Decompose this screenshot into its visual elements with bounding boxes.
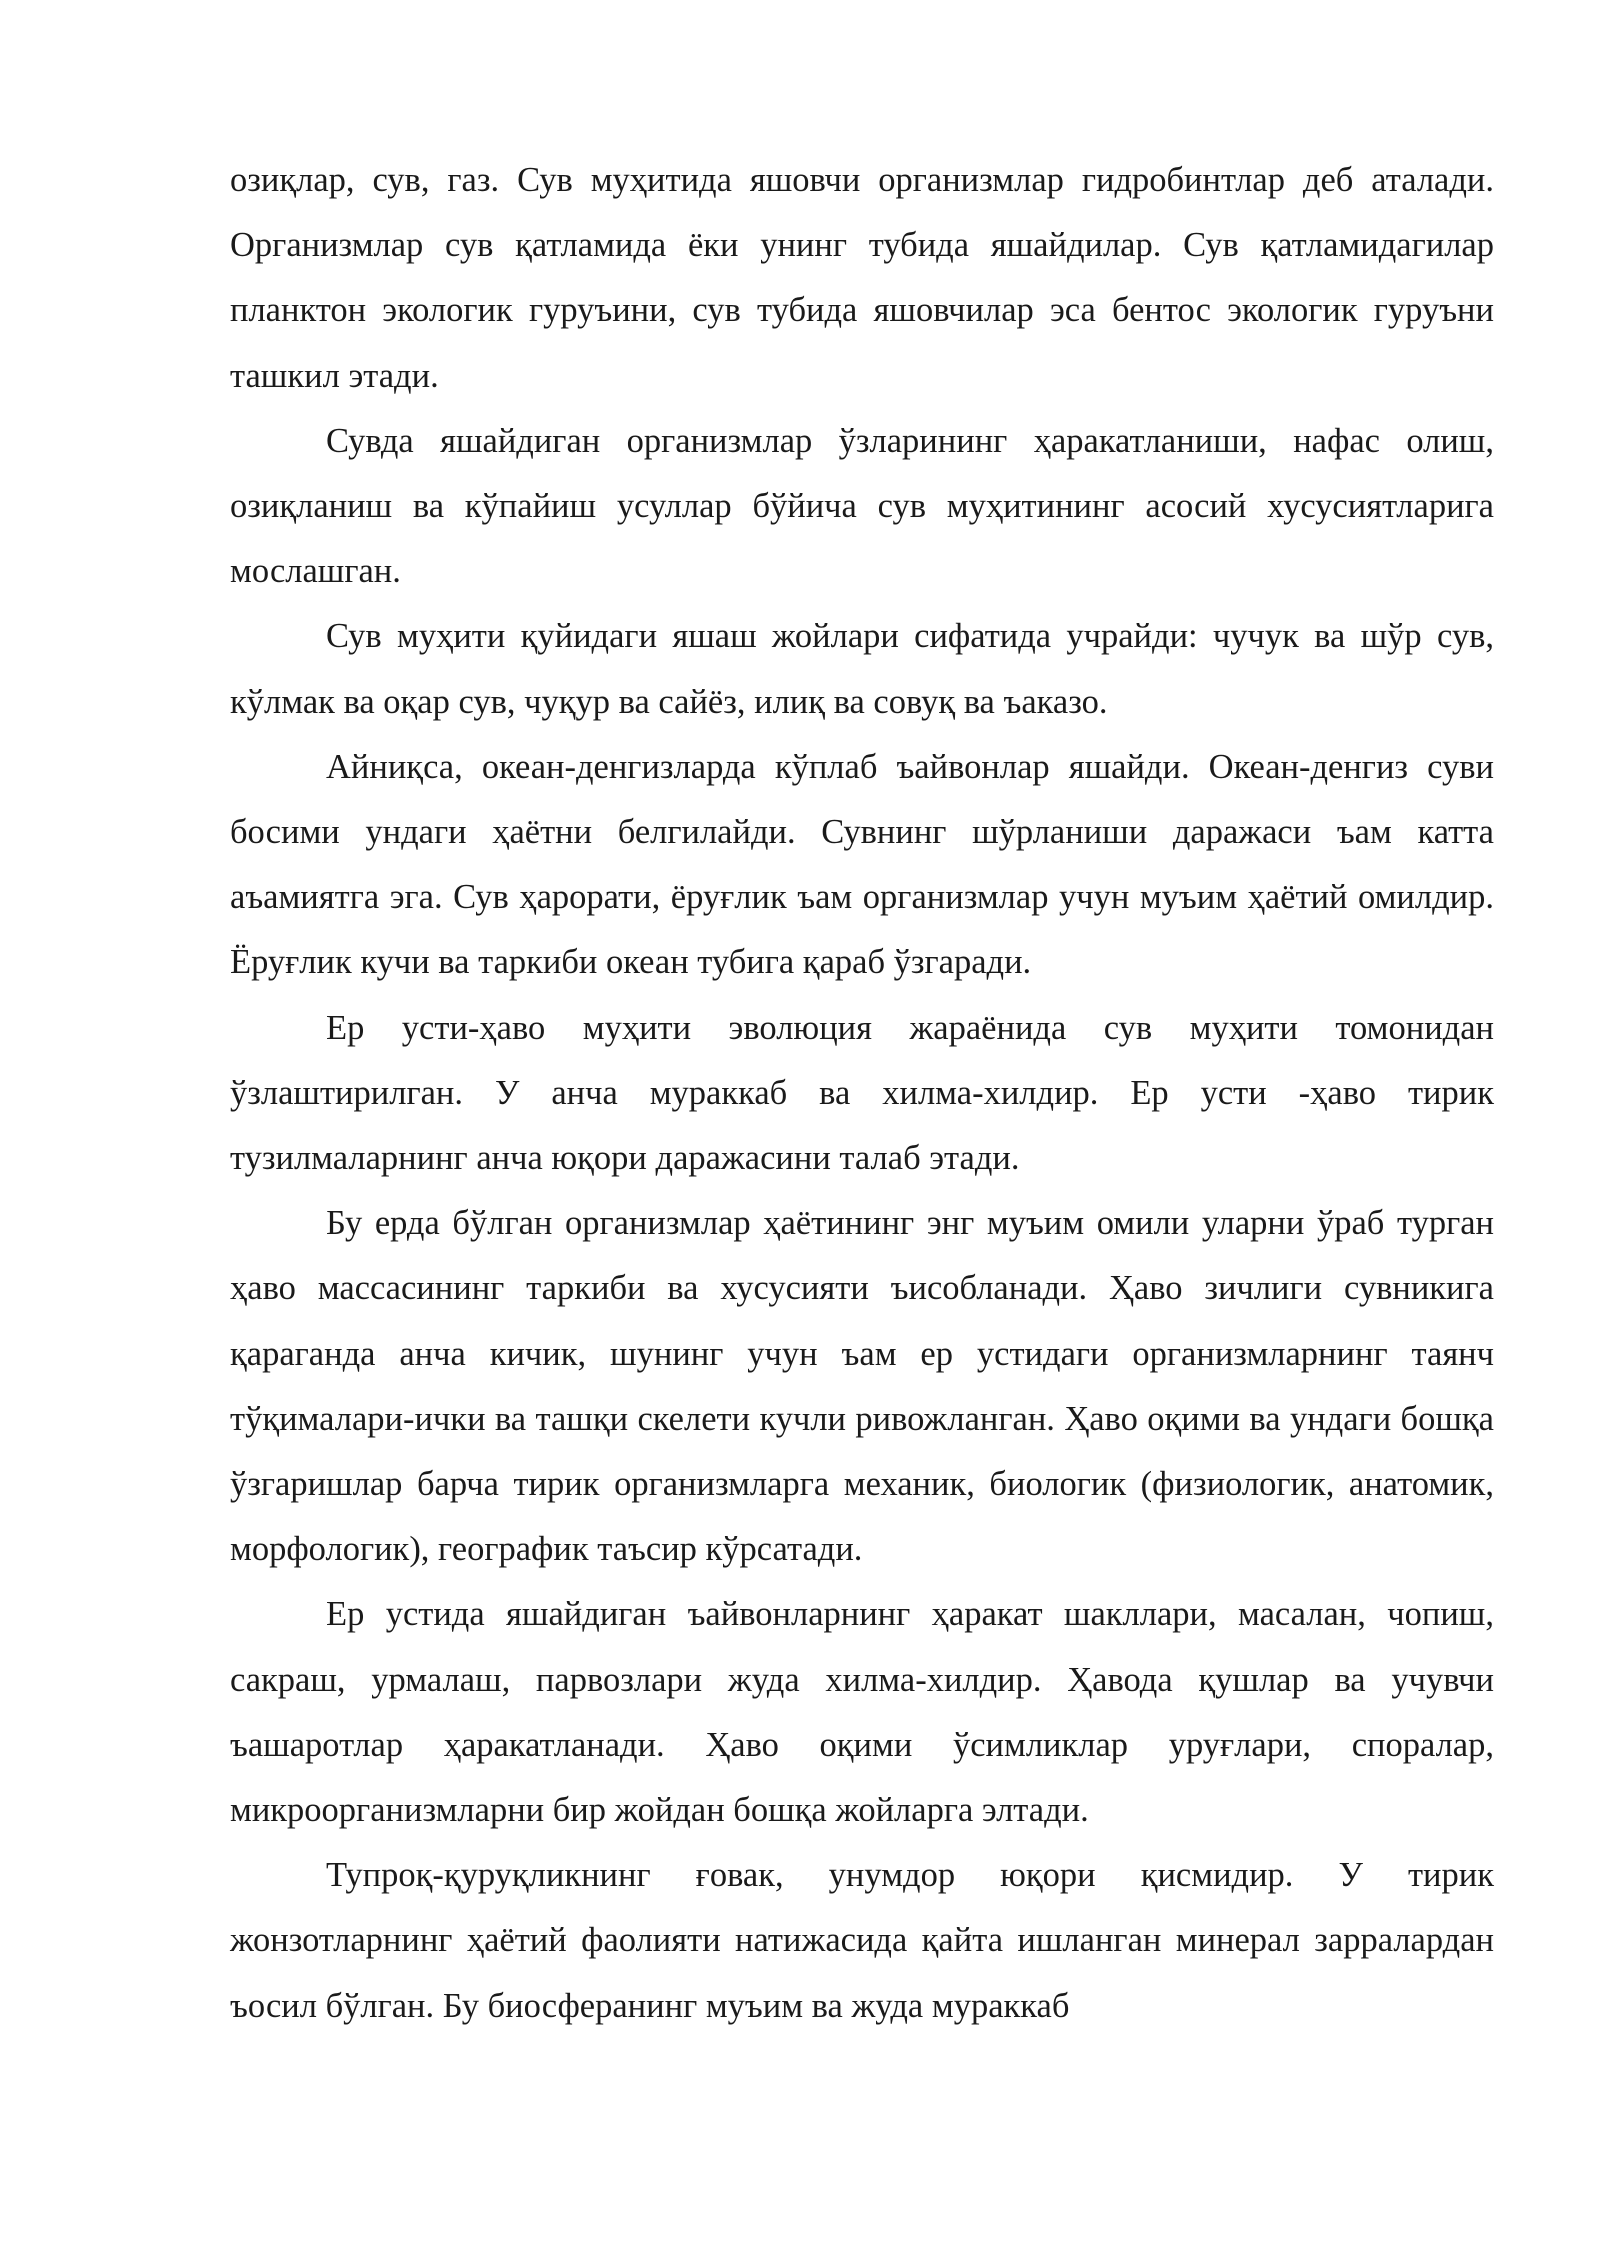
paragraph-animal-movement: Ер устида яшайдиган ъайвонларнинг ҳаракат шакллари, масалан, чопиш, сакраш, урмалаш, парвозлари жуда хилма-хилдир. Ҳавода қушлар ва учувчи ъашаротлар ҳаракатланади. Ҳаво оқими ўсимликлар уруғлари, споралар, микроорганизмларни бир жойдан бошқа жойларга элтади. xyxy=(230,1595,1494,1830)
paragraph-aquatic-habitats: Сув муҳити қуйидаги яшаш жойлари сифатида учрайди: чучук ва шўр сув, кўлмак ва оқар сув, чуқур ва сайёз, илиқ ва совуқ ва ъаказо. xyxy=(230,617,1494,721)
paragraph-ocean-life: Айниқса, океан-денгизларда кўплаб ъайвонлар яшайди. Океан-денгиз суви босими ундаги ҳаётни белгилайди. Сувнинг шўрланиши даражаси ъам катта аъамиятга эга. Сув ҳарорати, ёруғлик ъам организмлар учун муъим ҳаётий омилдир. Ёруғлик кучи ва таркиби океан тубига қараб ўзгаради. xyxy=(230,747,1494,982)
paragraph-continuation: озиқлар, сув, газ. Сув муҳитида яшовчи организмлар гидробинтлар деб аталади. Организмлар сув қатламида ёки унинг тубида яшайдилар. Сув қатламидагилар планктон экологик гуруъини, сув тубида яшовчилар эса бентос экологик гуруъни ташкил этади. xyxy=(230,161,1494,395)
document-body xyxy=(230,148,1494,2039)
paragraph-soil: Тупроқ-қуруқликнинг ғовак, унумдор юқори қисмидир. У тирик жонзотларнинг ҳаётий фаолияти натижасида қайта ишланган минерал зарралардан ъосил бўлган. Бу биосферанинг муъим ва жуда мураккаб xyxy=(230,1856,1494,2025)
paragraph-land-air-environment: Ер усти-ҳаво муҳити эволюция жараёнида сув муҳити томонидан ўзлаштирилган. У анча мураккаб ва хилма-хилдир. Ер усти -ҳаво тирик тузилмаларнинг анча юқори даражасини талаб этади. xyxy=(230,1008,1494,1178)
paragraph-air-mass: Бу ерда бўлган организмлар ҳаётининг энг муъим омили уларни ўраб турган ҳаво массасининг таркиби ва хусусияти ъисобланади. Ҳаво зичлиги сувникига қараганда анча кичик, шунинг учун ъам ер устидаги организмларнинг таянч тўқималари-ички ва ташқи скелети кучли ривожланган. Ҳаво оқими ва ундаги бошқа ўзгаришлар барча тирик организмларга механик, биологик (физиологик, анатомик, морфологик), географик таъсир кўрсатади. xyxy=(230,1204,1494,1569)
paragraph-aquatic-adaptation: Сувда яшайдиган организмлар ўзларининг ҳаракатланиши, нафас олиш, озиқланиш ва кўпайиш усуллар бўйича сув муҳитининг асосий хусусиятларига мослашган. xyxy=(230,421,1494,591)
